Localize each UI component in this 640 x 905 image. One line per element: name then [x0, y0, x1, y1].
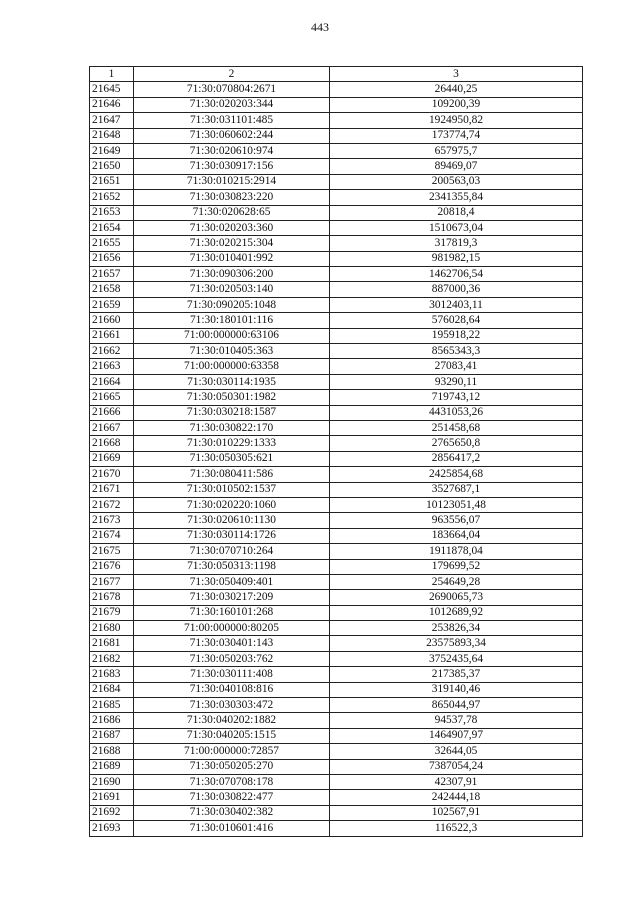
- page-number: 443: [311, 20, 329, 34]
- row-number: 21678: [90, 590, 134, 605]
- cadastral-number: 71:30:030218:1587: [134, 405, 330, 420]
- cadastral-value: 1911878,04: [330, 544, 583, 559]
- table-row: [90, 267, 583, 282]
- cadastral-number: 71:30:050409:401: [134, 574, 330, 589]
- cadastral-number: 71:30:030401:143: [134, 636, 330, 651]
- cadastral-value: 1510673,04: [330, 220, 583, 235]
- table-row: [90, 451, 583, 466]
- cadastral-value: 93290,11: [330, 374, 583, 389]
- cadastral-number: 71:30:010405:363: [134, 344, 330, 359]
- table-row: [90, 328, 583, 343]
- cadastral-number: 71:00:000000:80205: [134, 621, 330, 636]
- row-number: 21671: [90, 482, 134, 497]
- cadastral-number: 71:30:020610:1130: [134, 513, 330, 528]
- cadastral-value: 27083,41: [330, 359, 583, 374]
- table-row: [90, 544, 583, 559]
- cadastral-number: 71:30:040205:1515: [134, 728, 330, 743]
- row-number: 21672: [90, 497, 134, 512]
- cadastral-value: 1924950,82: [330, 113, 583, 128]
- cadastral-number: 71:00:000000:72857: [134, 744, 330, 759]
- column-header-3: 3: [330, 67, 583, 82]
- row-number: 21686: [90, 713, 134, 728]
- row-number: 21663: [90, 359, 134, 374]
- table-row: [90, 359, 583, 374]
- cadastral-number: 71:30:030822:477: [134, 790, 330, 805]
- row-number: 21688: [90, 744, 134, 759]
- cadastral-value: 2341355,84: [330, 190, 583, 205]
- cadastral-value: 23575893,34: [330, 636, 583, 651]
- cadastral-value: 109200,39: [330, 97, 583, 112]
- cadastral-number: 71:30:020503:140: [134, 282, 330, 297]
- cadastral-number: 71:30:030111:408: [134, 667, 330, 682]
- table-row: [90, 728, 583, 743]
- table-row: [90, 97, 583, 112]
- cadastral-value: 963556,07: [330, 513, 583, 528]
- table-row: [90, 821, 583, 836]
- row-number: 21655: [90, 236, 134, 251]
- cadastral-number: 71:30:031101:485: [134, 113, 330, 128]
- row-number: 21658: [90, 282, 134, 297]
- table-row: [90, 790, 583, 805]
- table-row: [90, 236, 583, 251]
- row-number: 21650: [90, 159, 134, 174]
- cadastral-number: 71:30:080411:586: [134, 467, 330, 482]
- row-number: 21689: [90, 759, 134, 774]
- table-row: [90, 174, 583, 189]
- row-number: 21687: [90, 728, 134, 743]
- cadastral-value: 10123051,48: [330, 497, 583, 512]
- row-number: 21666: [90, 405, 134, 420]
- cadastral-number: 71:30:020220:1060: [134, 497, 330, 512]
- row-number: 21673: [90, 513, 134, 528]
- row-number: 21676: [90, 559, 134, 574]
- table-row: [90, 698, 583, 713]
- cadastral-number: 71:30:070804:2671: [134, 82, 330, 97]
- cadastral-number: 71:30:010502:1537: [134, 482, 330, 497]
- cadastral-value: 89469,07: [330, 159, 583, 174]
- row-number: 21682: [90, 651, 134, 666]
- table-row: [90, 282, 583, 297]
- cadastral-number: 71:30:050205:270: [134, 759, 330, 774]
- cadastral-number: 71:30:040108:816: [134, 682, 330, 697]
- row-number: 21653: [90, 205, 134, 220]
- cadastral-number: 71:30:090205:1048: [134, 297, 330, 312]
- table-row: [90, 82, 583, 97]
- table-header-row: [90, 67, 583, 82]
- table-row: [90, 420, 583, 435]
- cadastral-value: 887000,36: [330, 282, 583, 297]
- cadastral-number: 71:30:050203:762: [134, 651, 330, 666]
- cadastral-value: 317819,3: [330, 236, 583, 251]
- cadastral-value: 116522,3: [330, 821, 583, 836]
- cadastral-value: 657975,7: [330, 143, 583, 158]
- table-row: [90, 605, 583, 620]
- table-row: [90, 467, 583, 482]
- cadastral-value: 254649,28: [330, 574, 583, 589]
- table-row: [90, 528, 583, 543]
- table-row: [90, 390, 583, 405]
- cadastral-value: 981982,15: [330, 251, 583, 266]
- table-row: [90, 636, 583, 651]
- cadastral-value: 42307,91: [330, 774, 583, 789]
- cadastral-number: 71:30:050301:1982: [134, 390, 330, 405]
- table-row: [90, 113, 583, 128]
- row-number: 21674: [90, 528, 134, 543]
- cadastral-value-table: [89, 66, 583, 837]
- cadastral-number: 71:30:040202:1882: [134, 713, 330, 728]
- table-row: [90, 436, 583, 451]
- table-row: [90, 774, 583, 789]
- table-row: [90, 251, 583, 266]
- table-row: [90, 574, 583, 589]
- row-number: 21693: [90, 821, 134, 836]
- row-number: 21645: [90, 82, 134, 97]
- cadastral-number: 71:30:020203:344: [134, 97, 330, 112]
- cadastral-value: 3752435,64: [330, 651, 583, 666]
- row-number: 21685: [90, 698, 134, 713]
- cadastral-number: 71:30:030917:156: [134, 159, 330, 174]
- cadastral-number: 71:00:000000:63106: [134, 328, 330, 343]
- table-row: [90, 713, 583, 728]
- cadastral-number: 71:30:010215:2914: [134, 174, 330, 189]
- cadastral-value: 1012689,92: [330, 605, 583, 620]
- cadastral-value: 2765650,8: [330, 436, 583, 451]
- column-header-2: 2: [134, 67, 330, 82]
- cadastral-number: 71:30:050313:1198: [134, 559, 330, 574]
- table-row: [90, 590, 583, 605]
- cadastral-value: 2425854,68: [330, 467, 583, 482]
- cadastral-value: 20818,4: [330, 205, 583, 220]
- cadastral-number: 71:30:030303:472: [134, 698, 330, 713]
- table-body: [90, 82, 583, 836]
- cadastral-number: 71:30:030114:1935: [134, 374, 330, 389]
- cadastral-number: 71:30:010601:416: [134, 821, 330, 836]
- row-number: 21668: [90, 436, 134, 451]
- row-number: 21683: [90, 667, 134, 682]
- cadastral-value: 183664,04: [330, 528, 583, 543]
- table-row: [90, 667, 583, 682]
- cadastral-value: 3527687,1: [330, 482, 583, 497]
- cadastral-value: 179699,52: [330, 559, 583, 574]
- table-row: [90, 297, 583, 312]
- row-number: 21646: [90, 97, 134, 112]
- table-row: [90, 128, 583, 143]
- cadastral-number: 71:30:030217:209: [134, 590, 330, 605]
- cadastral-value: 319140,46: [330, 682, 583, 697]
- table-row: [90, 513, 583, 528]
- table-row: [90, 621, 583, 636]
- row-number: 21665: [90, 390, 134, 405]
- row-number: 21647: [90, 113, 134, 128]
- row-number: 21670: [90, 467, 134, 482]
- row-number: 21692: [90, 805, 134, 820]
- table-row: [90, 805, 583, 820]
- row-number: 21675: [90, 544, 134, 559]
- cadastral-number: 71:30:030402:382: [134, 805, 330, 820]
- row-number: 21649: [90, 143, 134, 158]
- cadastral-value: 217385,37: [330, 667, 583, 682]
- row-number: 21654: [90, 220, 134, 235]
- cadastral-number: 71:30:060602:244: [134, 128, 330, 143]
- row-number: 21680: [90, 621, 134, 636]
- cadastral-number: 71:30:030822:170: [134, 420, 330, 435]
- row-number: 21690: [90, 774, 134, 789]
- row-number: 21659: [90, 297, 134, 312]
- cadastral-value: 251458,68: [330, 420, 583, 435]
- cadastral-value: 102567,91: [330, 805, 583, 820]
- row-number: 21660: [90, 313, 134, 328]
- table-row: [90, 344, 583, 359]
- table-row: [90, 651, 583, 666]
- table-row: [90, 159, 583, 174]
- cadastral-number: 71:30:160101:268: [134, 605, 330, 620]
- cadastral-value: 3012403,11: [330, 297, 583, 312]
- cadastral-number: 71:30:180101:116: [134, 313, 330, 328]
- cadastral-value: 7387054,24: [330, 759, 583, 774]
- row-number: 21681: [90, 636, 134, 651]
- cadastral-value: 32644,05: [330, 744, 583, 759]
- cadastral-number: 71:30:070708:178: [134, 774, 330, 789]
- cadastral-value: 4431053,26: [330, 405, 583, 420]
- row-number: 21679: [90, 605, 134, 620]
- row-number: 21652: [90, 190, 134, 205]
- cadastral-value: 2856417,2: [330, 451, 583, 466]
- table-row: [90, 190, 583, 205]
- cadastral-number: 71:30:030114:1726: [134, 528, 330, 543]
- cadastral-value: 242444,18: [330, 790, 583, 805]
- table-row: [90, 374, 583, 389]
- cadastral-value: 195918,22: [330, 328, 583, 343]
- cadastral-value: 865044,97: [330, 698, 583, 713]
- table-row: [90, 744, 583, 759]
- cadastral-value: 8565343,3: [330, 344, 583, 359]
- row-number: 21677: [90, 574, 134, 589]
- cadastral-value: 719743,12: [330, 390, 583, 405]
- column-header-1: 1: [90, 67, 134, 82]
- cadastral-value: 26440,25: [330, 82, 583, 97]
- cadastral-value: 94537,78: [330, 713, 583, 728]
- row-number: 21669: [90, 451, 134, 466]
- cadastral-value: 576028,64: [330, 313, 583, 328]
- table-row: [90, 497, 583, 512]
- row-number: 21662: [90, 344, 134, 359]
- cadastral-value: 1462706,54: [330, 267, 583, 282]
- row-number: 21684: [90, 682, 134, 697]
- table-row: [90, 482, 583, 497]
- cadastral-value: 2690065,73: [330, 590, 583, 605]
- row-number: 21657: [90, 267, 134, 282]
- cadastral-number: 71:30:050305:621: [134, 451, 330, 466]
- table-row: [90, 682, 583, 697]
- cadastral-number: 71:30:020215:304: [134, 236, 330, 251]
- table-row: [90, 205, 583, 220]
- cadastral-number: 71:00:000000:63358: [134, 359, 330, 374]
- cadastral-number: 71:30:070710:264: [134, 544, 330, 559]
- cadastral-number: 71:30:020203:360: [134, 220, 330, 235]
- cadastral-value: 1464907,97: [330, 728, 583, 743]
- table-row: [90, 759, 583, 774]
- cadastral-number: 71:30:020610:974: [134, 143, 330, 158]
- table-row: [90, 220, 583, 235]
- row-number: 21664: [90, 374, 134, 389]
- row-number: 21667: [90, 420, 134, 435]
- cadastral-number: 71:30:010401:992: [134, 251, 330, 266]
- table-row: [90, 313, 583, 328]
- row-number: 21656: [90, 251, 134, 266]
- cadastral-number: 71:30:090306:200: [134, 267, 330, 282]
- row-number: 21661: [90, 328, 134, 343]
- cadastral-number: 71:30:030823:220: [134, 190, 330, 205]
- table-row: [90, 143, 583, 158]
- cadastral-value: 173774,74: [330, 128, 583, 143]
- table-row: [90, 559, 583, 574]
- row-number: 21691: [90, 790, 134, 805]
- cadastral-value: 200563,03: [330, 174, 583, 189]
- cadastral-value: 253826,34: [330, 621, 583, 636]
- cadastral-number: 71:30:020628:65: [134, 205, 330, 220]
- row-number: 21651: [90, 174, 134, 189]
- row-number: 21648: [90, 128, 134, 143]
- cadastral-number: 71:30:010229:1333: [134, 436, 330, 451]
- table-row: [90, 405, 583, 420]
